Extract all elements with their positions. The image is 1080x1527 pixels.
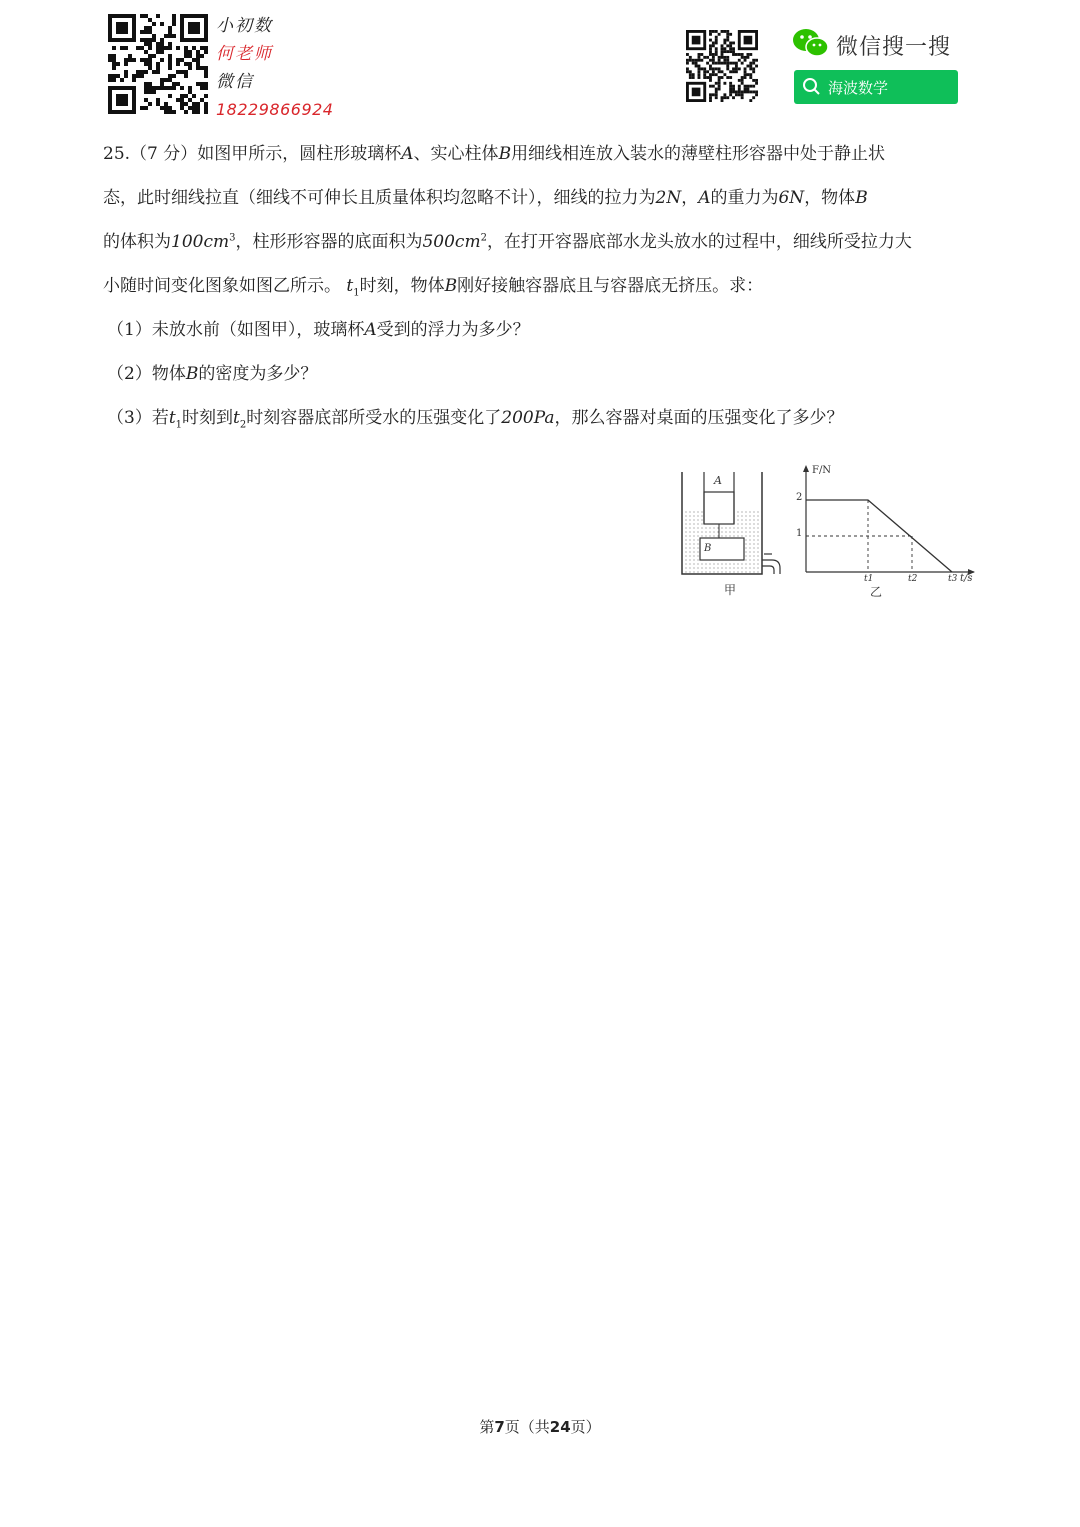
total-pages: 24	[549, 1418, 571, 1436]
label-b: B	[704, 543, 712, 554]
q2-text: （2）物体	[107, 364, 186, 384]
question-stem	[103, 132, 983, 308]
area-exponent: 2	[480, 232, 487, 244]
var-t: t	[233, 408, 240, 428]
qr-code-contact	[108, 14, 208, 114]
question-25	[103, 132, 983, 440]
wechat-search-brand	[792, 28, 972, 62]
stem-text: 如图甲所示，圆柱形玻璃杯	[197, 144, 402, 164]
contact-line-1: 小初数	[216, 16, 273, 36]
var-b: B	[444, 276, 458, 296]
stem-text: 用细线相连放入装水的薄壁柱形容器中处于静止状	[511, 144, 886, 164]
contact-line-3: 微信	[216, 72, 254, 92]
force-value: 2N	[655, 188, 682, 208]
glass-cup-a	[704, 492, 734, 524]
subscript-1: 1	[353, 287, 360, 299]
stem-text: 刚好接触容器底且与容器底无挤压。求：	[457, 276, 764, 296]
q1-text: （1）未放水前（如图甲），玻璃杯	[107, 320, 365, 340]
q3-text: 时刻容器底部所受水的压强变化了	[246, 408, 502, 428]
faucet-icon	[762, 560, 780, 574]
caption-jia: 甲	[724, 583, 737, 597]
brand-text: 微信搜一搜	[836, 35, 952, 60]
contact-line-2: 何老师	[216, 44, 273, 64]
var-b: B	[855, 188, 868, 208]
question-score: （7 分）	[130, 144, 198, 164]
sub-question-2	[103, 352, 983, 396]
stem-text: 的体积为	[103, 232, 171, 252]
x-axis-label: t/s	[960, 573, 973, 584]
search-text: 海波数学	[828, 79, 889, 97]
stem-text: 的重力为	[710, 188, 779, 208]
q2-text: 的密度为多少？	[198, 364, 318, 384]
footer-text: 页（共	[504, 1418, 550, 1436]
x-tick-t2: t2	[908, 574, 918, 584]
stem-text: ，柱形形容器的底面积为	[235, 232, 423, 252]
sub-question-3	[103, 396, 983, 440]
var-t: t	[168, 408, 176, 428]
page-header	[0, 0, 1080, 130]
figure-yi-chart	[796, 465, 975, 599]
x-tick-t3: t3	[948, 574, 958, 584]
stem-text: ，物体	[804, 188, 856, 208]
stem-text: ，在打开容器底部水龙头放水的过程中，细线所受拉力大	[486, 232, 912, 252]
stem-text: 态，此时细线拉直（细线不可伸长且质量体积均忽略不计），细线的拉力为	[103, 188, 656, 208]
wechat-search-button[interactable]	[794, 70, 958, 104]
contact-info	[216, 12, 356, 124]
subscript-2: 2	[239, 419, 247, 431]
y-axis-arrow	[803, 465, 809, 472]
sub-question-1	[103, 308, 983, 352]
stem-text: ，	[681, 188, 699, 208]
figures	[676, 462, 986, 602]
label-a: A	[714, 474, 722, 487]
volume-value: 100cm	[171, 232, 230, 252]
q3-text: ，那么容器对桌面的压强变化了多少？	[554, 408, 844, 428]
caption-yi: 乙	[870, 585, 883, 599]
area-value: 500cm	[422, 232, 481, 252]
weight-value: 6N	[778, 188, 805, 208]
y-axis-label: F/N	[812, 465, 832, 476]
q3-text: （3）若	[107, 408, 169, 428]
figure-jia	[682, 472, 780, 597]
q3-text: 时刻到	[182, 408, 234, 428]
question-number: 25.	[103, 144, 131, 164]
var-a: A	[698, 188, 711, 208]
var-a: A	[401, 144, 414, 164]
var-a: A	[364, 320, 377, 340]
stem-text: 、实心柱体	[413, 144, 499, 164]
qr-code-search	[686, 30, 758, 102]
y-tick-1: 1	[796, 528, 803, 539]
subscript-1: 1	[175, 419, 183, 431]
stem-text: 小随时间变化图象如图乙所示。	[103, 276, 341, 296]
footer-text: 页）	[570, 1418, 601, 1436]
volume-exponent: 3	[229, 232, 236, 244]
var-t: t	[346, 276, 354, 296]
x-tick-t1: t1	[864, 574, 874, 584]
pressure-value: 200Pa	[501, 408, 555, 428]
stem-text: 时刻，物体	[359, 276, 445, 296]
var-b: B	[498, 144, 512, 164]
var-b: B	[185, 364, 199, 384]
page-number: 7	[494, 1418, 505, 1436]
search-icon	[802, 77, 822, 97]
wechat-logo-icon	[792, 28, 830, 58]
footer-text: 第	[479, 1418, 495, 1436]
page-footer	[0, 1416, 1080, 1437]
contact-phone: 18229866924	[216, 100, 334, 119]
q1-text: 受到的浮力为多少？	[376, 320, 530, 340]
y-tick-2: 2	[796, 492, 803, 503]
